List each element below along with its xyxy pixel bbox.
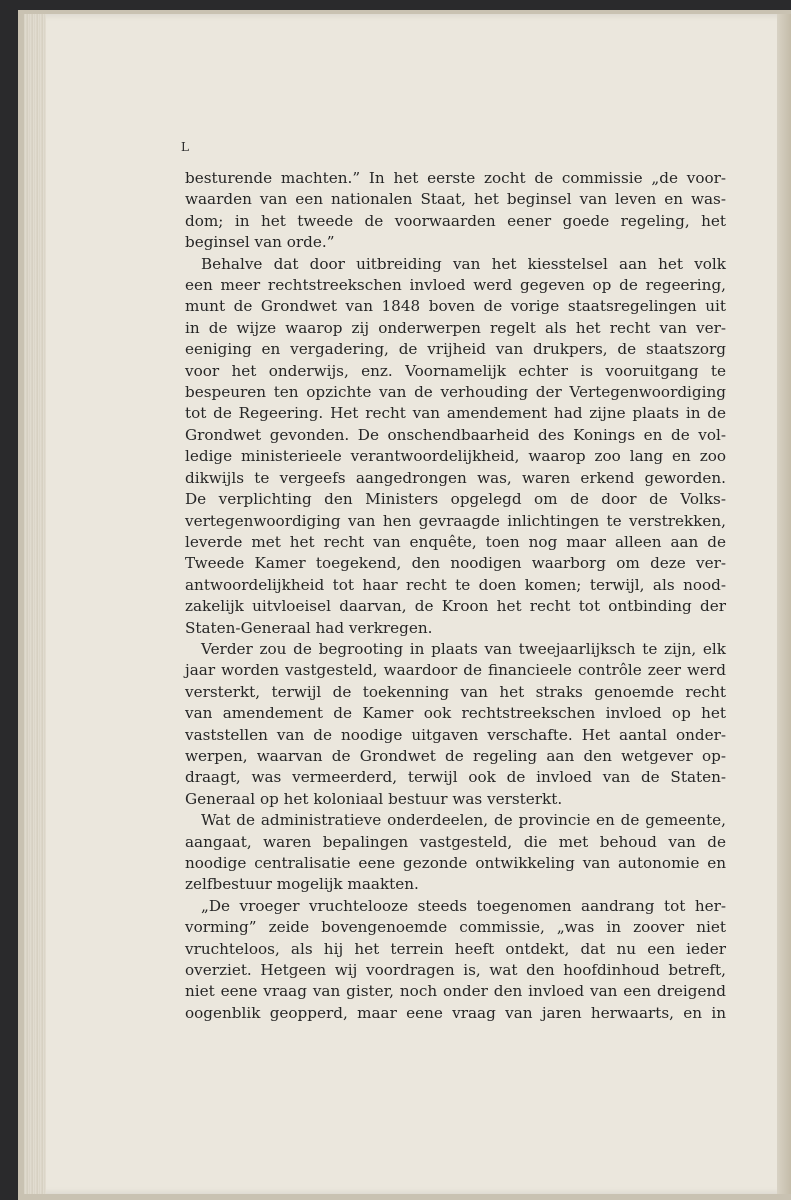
text-line: antwoordelijkheid tot haar recht te doen komen; terwijl, als nood- [185,575,726,594]
text-line: versterkt, terwijl de toekenning van het straks genoemde recht [185,682,726,701]
text-line: Behalve dat door uitbreiding van het kiesstelsel aan het volk [201,254,726,273]
text-line: bespeuren ten opzichte van de verhouding der Vertegenwoordiging [185,383,726,402]
text-line: werpen, waarvan de Grondwet de regeling aan den wetgever op- [185,746,726,765]
page-right-edge [777,14,791,1194]
text-line: „De vroeger vruchtelooze steeds toegenomen aandrang tot her- [201,896,726,915]
text-line: besturende machten.” In het eerste zocht de commissie „de voor- [185,169,726,187]
text-line: Generaal op het koloniaal bestuur was versterkt. [185,789,563,808]
text-line: vruchteloos, als hij het terrein heeft ontdekt, dat nu een ieder [185,939,726,958]
text-line: vaststellen van de noodige uitgaven verschafte. Het aantal onder- [185,725,726,744]
text-line: Staten-Generaal had verkregen. [185,618,433,637]
text-line: waarden van een nationalen Staat, het beginsel van leven en was- [185,190,726,209]
text-line: munt de Grondwet van 1848 boven de vorige staatsregelingen uit [185,297,726,316]
text-line: leverde met het recht van enquête, toen nog maar alleen aan de [185,532,726,551]
text-line: overziet. Hetgeen wij voordragen is, wat den hoofdinhoud betreft, [185,961,726,980]
text-line: Wat de administratieve onderdeelen, de provincie en de gemeente, [201,811,726,830]
text-line: zakelijk uitvloeisel daarvan, de Kroon het recht tot ontbinding der [185,597,726,616]
text-line: van amendement de Kamer ook rechtstreekschen invloed op het [185,704,726,723]
body-text [185,168,726,1024]
text-line: beginsel van orde.” [185,233,335,252]
page-edges [24,14,46,1194]
text-line: Verder zou de begrooting in plaats van tweejaarlijksch te zijn, elk [201,639,726,658]
page-number: L [181,140,190,154]
text-line: eeniging en vergadering, de vrijheid van drukpers, de staatszorg [185,340,726,359]
text-line: Tweede Kamer toegekend, den noodigen waarborg om deze ver- [185,554,726,573]
text-line: Grondwet gevonden. De onschendbaarheid des Konings en de vol- [185,425,726,444]
text-line: vertegenwoordiging van hen gevraagde inlichtingen te verstrekken, [185,511,726,530]
text-line: jaar worden vastgesteld, waardoor de financieele contrôle zeer werd [185,661,726,680]
text-line: ledige ministerieele verantwoordelijkheid, waarop zoo lang en zoo [185,447,726,466]
text-line: dom; in het tweede de voorwaarden eener goede regeling, het [185,211,726,230]
text-line: oogenblik geopperd, maar eene vraag van jaren herwaarts, en in [185,1003,726,1022]
text-line: zelfbestuur mogelijk maakten. [185,875,419,894]
text-line: noodige centralisatie eene gezonde ontwikkeling van autonomie en [185,854,726,872]
text-line: vorming” zeide bovengenoemde commissie, „was in zoover niet [185,918,726,937]
text-line: een meer rechtstreekschen invloed werd gegeven op de regeering, [185,276,726,295]
text-line: in de wijze waarop zij onderwerpen regelt als het recht van ver- [185,318,726,337]
text-line: niet eene vraag van gister, noch onder den invloed van een dreigend [185,982,726,1001]
text-line: tot de Regeering. Het recht van amendement had zijne plaats in de [185,404,726,423]
text-line: draagt, was vermeerderd, terwijl ook de invloed van de Staten- [185,768,726,787]
text-line: aangaat, waren bepalingen vastgesteld, die met behoud van de [185,832,726,851]
text-line: De verplichting den Ministers opgelegd om de door de Volks- [185,490,726,509]
text-line: voor het onderwijs, enz. Voornamelijk echter is vooruitgang te [185,361,726,380]
text-line: dikwijls te vergeefs aangedrongen was, waren erkend geworden. [185,468,726,487]
